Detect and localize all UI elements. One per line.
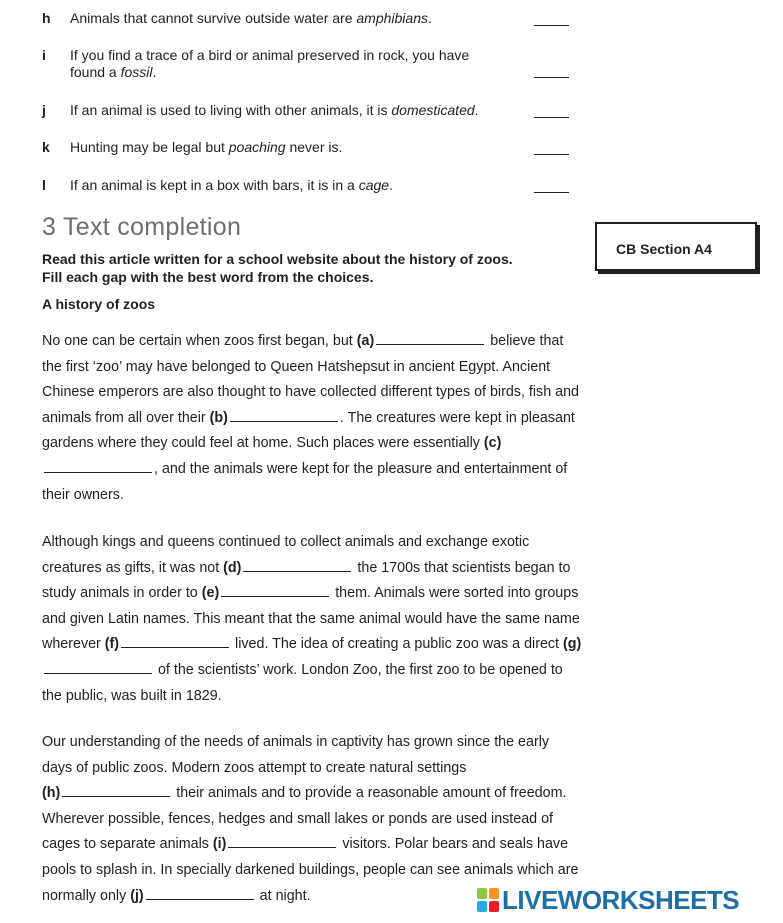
item-letter: j (42, 102, 46, 118)
gap-c[interactable] (44, 460, 152, 473)
item-letter: i (42, 47, 46, 63)
paragraph-2: Although kings and queens continued to collect animals and exchange exotic creatures as gifts, it was not (d) the 1700s that scientists began to study animals in order to (e) them. Animals were sorted into groups and given Latin names. This meant that the same animal would have the same name wherever (f) lived. The idea of creating a public zoo was a direct (g) of the scientists’ work. London Zoo, the first zoo to be opened to the public, was built in 1829. (42, 534, 582, 704)
item-text: If you find a trace of a bird or animal preserved in rock, you have found a fossil. (70, 47, 470, 80)
item-letter: h (42, 10, 51, 26)
gap-label-i: (i) (212, 836, 227, 853)
gap-h[interactable] (62, 784, 170, 797)
gap-d[interactable] (243, 559, 351, 572)
paragraph-3: Our understanding of the needs of animals in captivity has grown since the early days of public zoos. Modern zoos attempt to create natural settings (h) their animals and to provide a reasonable amount of freedom. Wherever possible, fences, hedges and small lakes or ponds are used instead of cages to separate animals (i) visitors. Polar bears and seals have pools to splash in. In specially darkened buildings, people can see animals which are normally only (j) at night. (42, 734, 579, 904)
gap-a[interactable] (376, 332, 484, 345)
logo-tile (477, 888, 487, 899)
liveworksheets-logo (477, 885, 739, 915)
cb-section-box: CB Section A4 (595, 222, 757, 271)
logo-tile (489, 901, 499, 912)
gap-g[interactable] (44, 661, 152, 674)
gap-i[interactable] (228, 835, 336, 848)
instruction-line-2: Fill each gap with the best word from the choices. (42, 269, 374, 285)
item-letter: l (42, 177, 46, 193)
logo-icon (477, 888, 499, 912)
gap-label-d: (d) (223, 559, 242, 576)
gap-label-f: (f) (104, 636, 120, 653)
instruction-line-1: Read this article written for a school website about the history of zoos. (42, 251, 513, 267)
gap-b[interactable] (230, 409, 338, 422)
article-title: A history of zoos (42, 296, 156, 312)
gap-label-c: (c) (483, 435, 502, 452)
paragraph-1: No one can be certain when zoos first began, but (a) believe that the first ‘zoo’ may have belonged to Queen Hatshepsut in ancient Egypt. Ancient Chinese emperors are also thought to have collected different types of birds, fish and animals from all over their (b) . The creatures were kept in pleasant gardens where they could feel at home. Such places were essentially (c), and the animals were kept for the pleasure and entertainment of their owners. (42, 333, 579, 503)
gap-label-a: (a) (356, 333, 375, 349)
item-text: Hunting may be legal but poaching never is. (70, 139, 343, 155)
logo-text: LIVEWORKSHEETS (502, 884, 740, 915)
section-title: 3 Text completion (42, 213, 242, 241)
item-text: If an animal is used to living with other animals, it is domesticated. (70, 102, 479, 118)
answer-line[interactable] (534, 154, 569, 155)
gap-label-h: (h) (42, 785, 61, 802)
gap-f[interactable] (121, 635, 229, 648)
logo-tile (477, 901, 487, 912)
gap-label-j: (j) (130, 887, 144, 904)
logo-tile (489, 888, 499, 899)
item-text: Animals that cannot survive outside water are amphibians. (70, 10, 432, 26)
answer-line[interactable] (534, 25, 569, 26)
answer-line[interactable] (534, 192, 569, 193)
gap-label-e: (e) (201, 585, 220, 602)
answer-line[interactable] (534, 77, 569, 78)
item-text: If an animal is kept in a box with bars, it is in a cage. (70, 177, 393, 193)
gap-e[interactable] (221, 584, 329, 597)
gap-label-b: (b) (209, 409, 228, 426)
item-letter: k (42, 139, 50, 155)
answer-line[interactable] (534, 117, 569, 118)
gap-label-g: (g) (563, 636, 582, 653)
gap-j[interactable] (146, 887, 254, 900)
